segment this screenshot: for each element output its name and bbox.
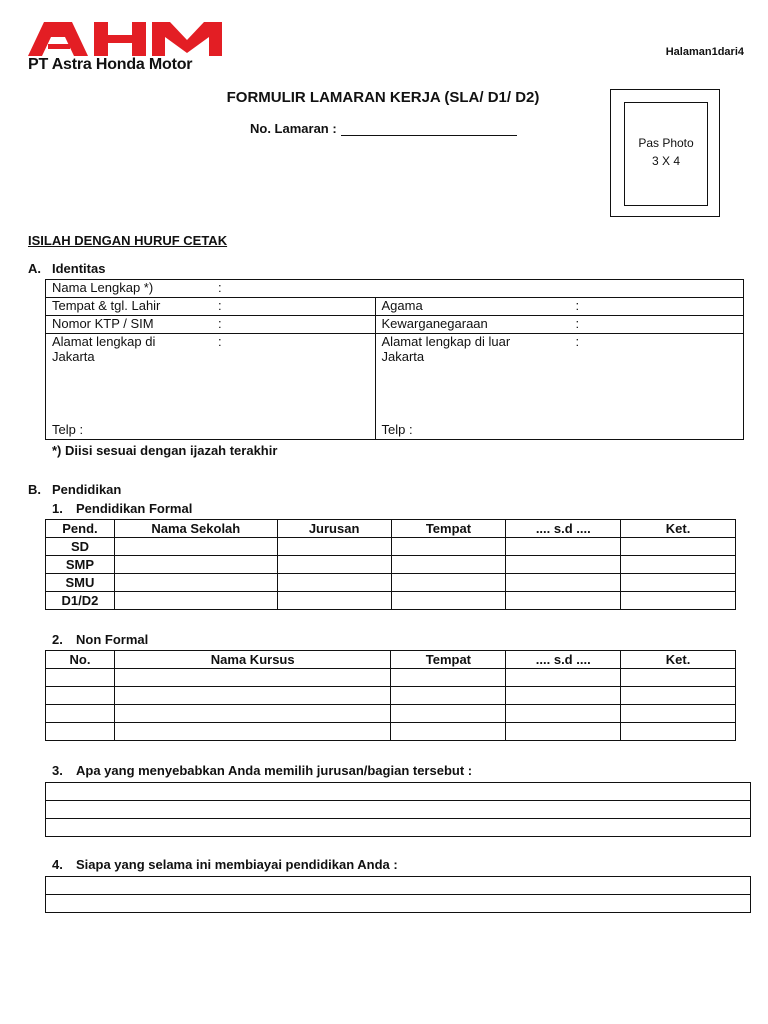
ktp-field[interactable]: Nomor KTP / SIM : bbox=[46, 316, 376, 334]
table-cell[interactable] bbox=[506, 687, 621, 705]
table-cell[interactable] bbox=[114, 705, 391, 723]
section-b-heading: B. Pendidikan bbox=[28, 482, 122, 497]
question-3: 3. Apa yang menyebabkan Anda memilih jurusan/bagian tersebut : bbox=[52, 763, 473, 778]
table-cell[interactable] bbox=[506, 705, 621, 723]
table-cell[interactable] bbox=[621, 687, 736, 705]
table-cell[interactable] bbox=[114, 538, 277, 556]
table-row bbox=[46, 334, 744, 440]
question-3-answer-lines bbox=[45, 782, 751, 837]
col-header: .... s.d .... bbox=[506, 651, 621, 669]
table-cell[interactable] bbox=[621, 574, 736, 592]
table-row bbox=[46, 574, 736, 592]
company-name: PT Astra Honda Motor bbox=[28, 56, 193, 73]
nonformal-education-heading: 2. Non Formal bbox=[52, 632, 149, 647]
table-cell[interactable] bbox=[391, 705, 506, 723]
birth-field[interactable]: Tempat & tgl. Lahir : bbox=[46, 298, 376, 316]
table-cell[interactable] bbox=[506, 574, 621, 592]
ahm-logo bbox=[28, 22, 224, 56]
table-cell[interactable] bbox=[277, 574, 391, 592]
table-cell[interactable] bbox=[506, 556, 621, 574]
table-cell[interactable] bbox=[621, 556, 736, 574]
full-name-field[interactable]: Nama Lengkap *) : bbox=[46, 280, 744, 298]
education-level: SMP bbox=[46, 556, 115, 574]
table-cell[interactable] bbox=[391, 538, 506, 556]
table-cell[interactable] bbox=[391, 687, 506, 705]
table-cell[interactable] bbox=[277, 592, 391, 610]
col-header: No. bbox=[46, 651, 115, 669]
table-cell[interactable] bbox=[621, 705, 736, 723]
table-cell[interactable] bbox=[506, 669, 621, 687]
formal-education-heading: 1. Pendidikan Formal bbox=[52, 501, 193, 516]
table-row bbox=[46, 819, 751, 837]
table-cell[interactable] bbox=[506, 538, 621, 556]
table-row bbox=[46, 592, 736, 610]
answer-line[interactable] bbox=[46, 819, 751, 837]
photo-label: Pas Photo bbox=[638, 136, 694, 150]
col-header: Nama Kursus bbox=[114, 651, 391, 669]
table-cell[interactable] bbox=[46, 669, 115, 687]
table-cell[interactable] bbox=[391, 669, 506, 687]
answer-line[interactable] bbox=[46, 895, 751, 913]
table-cell[interactable] bbox=[506, 592, 621, 610]
table-cell[interactable] bbox=[277, 556, 391, 574]
col-header: Tempat bbox=[391, 651, 506, 669]
table-cell[interactable] bbox=[391, 556, 506, 574]
answer-line[interactable] bbox=[46, 877, 751, 895]
nonformal-education-table bbox=[45, 650, 736, 741]
answer-line[interactable] bbox=[46, 783, 751, 801]
table-row bbox=[46, 280, 744, 298]
table-row bbox=[46, 877, 751, 895]
table-cell[interactable] bbox=[277, 538, 391, 556]
form-title: FORMULIR LAMARAN KERJA (SLA/ D1/ D2) bbox=[226, 89, 540, 106]
table-cell[interactable] bbox=[46, 723, 115, 741]
table-cell[interactable] bbox=[46, 687, 115, 705]
table-cell[interactable] bbox=[114, 723, 391, 741]
formal-education-table bbox=[45, 519, 736, 610]
table-cell[interactable] bbox=[621, 592, 736, 610]
identity-note: *) Diisi sesuai dengan ijazah terakhir bbox=[52, 443, 278, 458]
telp-outside-label: Telp : bbox=[381, 422, 413, 437]
table-row bbox=[46, 669, 736, 687]
table-row bbox=[46, 298, 744, 316]
table-cell[interactable] bbox=[621, 538, 736, 556]
photo-size: 3 X 4 bbox=[651, 154, 681, 168]
table-row bbox=[46, 687, 736, 705]
col-header: Ket. bbox=[621, 520, 736, 538]
photo-box[interactable] bbox=[624, 102, 708, 206]
table-row bbox=[46, 801, 751, 819]
instruction: ISILAH DENGAN HURUF CETAK bbox=[28, 233, 228, 248]
table-cell[interactable] bbox=[114, 687, 391, 705]
question-4: 4. Siapa yang selama ini membiayai pendidikan Anda : bbox=[52, 857, 398, 872]
address-outside-field[interactable]: Alamat lengkap di luar Jakarta: Telp : bbox=[375, 334, 743, 440]
table-cell[interactable] bbox=[114, 592, 277, 610]
table-row bbox=[46, 556, 736, 574]
col-header: Ket. bbox=[621, 651, 736, 669]
table-cell[interactable] bbox=[114, 574, 277, 592]
table-cell[interactable] bbox=[506, 723, 621, 741]
table-cell[interactable] bbox=[391, 592, 506, 610]
table-cell[interactable] bbox=[621, 669, 736, 687]
telp-jakarta-label: Telp : bbox=[52, 422, 84, 437]
col-header: Jurusan bbox=[277, 520, 391, 538]
table-cell[interactable] bbox=[391, 723, 506, 741]
address-jakarta-field[interactable]: Alamat lengkap di Jakarta: Telp : bbox=[46, 334, 376, 440]
application-number-label: No. Lamaran : bbox=[250, 121, 337, 136]
section-a-heading: A. Identitas bbox=[28, 261, 106, 276]
religion-field[interactable]: Agama : bbox=[375, 298, 743, 316]
table-row bbox=[46, 705, 736, 723]
application-number-field[interactable] bbox=[250, 121, 517, 136]
table-row bbox=[46, 783, 751, 801]
col-header: Nama Sekolah bbox=[114, 520, 277, 538]
table-row bbox=[46, 895, 751, 913]
col-header: Pend. bbox=[46, 520, 115, 538]
table-cell[interactable] bbox=[114, 556, 277, 574]
table-cell[interactable] bbox=[391, 574, 506, 592]
citizenship-field[interactable]: Kewarganegaraan : bbox=[375, 316, 743, 334]
table-row bbox=[46, 316, 744, 334]
table-header-row bbox=[46, 520, 736, 538]
question-4-answer-lines bbox=[45, 876, 751, 913]
table-cell[interactable] bbox=[621, 723, 736, 741]
education-level: D1/D2 bbox=[46, 592, 115, 610]
col-header: .... s.d .... bbox=[506, 520, 621, 538]
table-cell[interactable] bbox=[114, 669, 391, 687]
col-header: Tempat bbox=[391, 520, 506, 538]
education-level: SD bbox=[46, 538, 115, 556]
table-header-row bbox=[46, 651, 736, 669]
identity-table bbox=[45, 279, 744, 440]
table-cell[interactable] bbox=[46, 705, 115, 723]
page-number: Halaman1dari4 bbox=[665, 46, 744, 58]
education-level: SMU bbox=[46, 574, 115, 592]
answer-line[interactable] bbox=[46, 801, 751, 819]
table-row bbox=[46, 723, 736, 741]
table-row bbox=[46, 538, 736, 556]
